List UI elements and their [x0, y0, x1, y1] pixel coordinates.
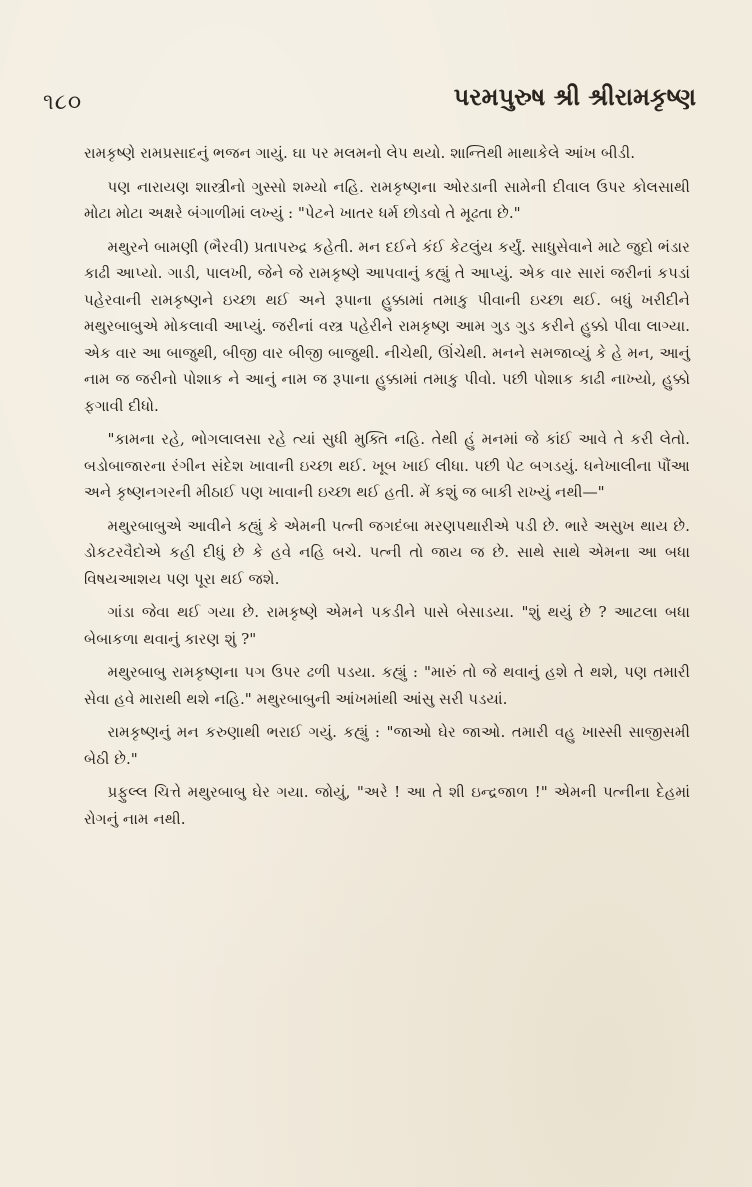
paragraph-3: મથુરને બામણી (ભૈરવી) પ્રતાપરુદ્ર કહેતી. મન દઈને કંઈ કેટલુંય કર્યું. સાધુસેવાને માટે જુદો ભંડાર કાઢી આપ્યો. ગાડી, પાલખી, જેને જે રામકૃષ્ણે આપવાનું કહ્યું તે આપ્યું. એક વાર સારાં જરીનાં કપડાં પહેરવાની રામકૃષ્ણને ઇચ્છા થઈ અને રૂપાના હુક્કામાં તમાકુ પીવાની ઇચ્છા થઈ. બધું ખરીદીને મથુરબાબુએ મોકલાવી આપ્યું. જરીનાં વસ્ત્ર પહેરીને રામકૃષ્ણ આમ ગુડ ગુડ કરીને હુક્કો પીવા લાગ્યા. એક વાર આ બાજુથી, બીજી વાર બીજી બાજુથી. નીચેથી, ઊંચેથી. મનને સમજાવ્યું કે હે મન, આનું નામ જ જરીનો પોશાક ને આનું નામ જ રૂપાના હુક્કામાં તમાકુ પીવો. પછી પોશાક કાઢી નાખ્યો, હુક્કો ફગાવી દીધો.	[84, 237, 690, 415]
paragraph-9: પ્રફુલ્લ ચિત્તે મથુરબાબુ ઘેર ગયા. જોયું, "અરે ! આ તે શી ઇન્દ્રજાળ !" એમની પત્નીના દેહમાં રોગનું નામ નથી.	[84, 783, 690, 828]
paragraph-1: રામકૃષ્ણે રામપ્રસાદનું ભજન ગાયું. ઘા પર મલમનો લેપ થયો. શાન્તિથી માથાકેલે આંખ બીડી.	[84, 144, 636, 162]
paragraph-2: પણ નારાયણ શાસ્ત્રીનો ગુસ્સો શમ્યો નહિ. રામકૃષ્ણના ઓરડાની સામેની દીવાલ ઉપર કોલસાથી મોટા મોટા અક્ષરે બંગાળીમાં લખ્યું : "પેટને ખાતર ધર્મ છોડવો તે મૂઢતા છે."	[84, 177, 690, 222]
paragraph-7: મથુરબાબુ રામકૃષ્ણના પગ ઉપર ઢળી પડયા. કહ્યું : "મારું તો જે થવાનું હશે તે થશે, પણ તમારી સેવા હવે મારાથી થશે નહિ." મથુરબાબુની આંખમાંથી આંસુ સરી પડયાં.	[84, 663, 690, 708]
paragraph-5: મથુરબાબુએ આવીને કહ્યું કે એમની પત્ની જગદંબા મરણપથારીએ પડી છે. ભારે અસુખ થાય છે. ડોકટરવૈદોએ કહી દીધું છે કે હવે નહિ બચે. પત્ની તો જાય જ છે. સાથે સાથે એમના આ બધા વિષયઆશય પણ પૂરા થઈ જશે.	[84, 516, 690, 588]
running-title: પરમપુરુષ શ્રી શ્રીરામકૃષ્ણ	[453, 82, 696, 111]
page-header	[0, 0, 752, 120]
page-number: ૧૮૦	[43, 90, 83, 115]
body-text	[84, 140, 690, 839]
paragraph-8: રામકૃષ્ણનું મન કરુણાથી ભરાઈ ગયું. કહ્યું : "જાઓ ઘેર જાઓ. તમારી વહુ ખાસ્સી સાજીસમી બેઠી છે."	[84, 723, 690, 768]
paragraph-6: ગાંડા જેવા થઈ ગયા છે. રામકૃષ્ણે એમને પકડીને પાસે બેસાડયા. "શું થયું છે ? આટલા બધા બેબાકળા થવાનું કારણ શું ?"	[84, 603, 690, 648]
paragraph-4: "કામના રહે, ભોગલાલસા રહે ત્યાં સુધી મુક્તિ નહિ. તેથી હું મનમાં જે કાંઈ આવે તે કરી લેતો. બડોબાજારના રંગીન સંદેશ ખાવાની ઇચ્છા થઈ. ખૂબ ખાઈ લીધા. પછી પેટ બગડયું. ધનેખાલીના પૌંઆ અને કૃષ્ણનગરની મીઠાઈ પણ ખાવાની ઇચ્છા થઈ હતી. મેં કશું જ બાકી રાખ્યું નથી—"	[84, 430, 690, 501]
